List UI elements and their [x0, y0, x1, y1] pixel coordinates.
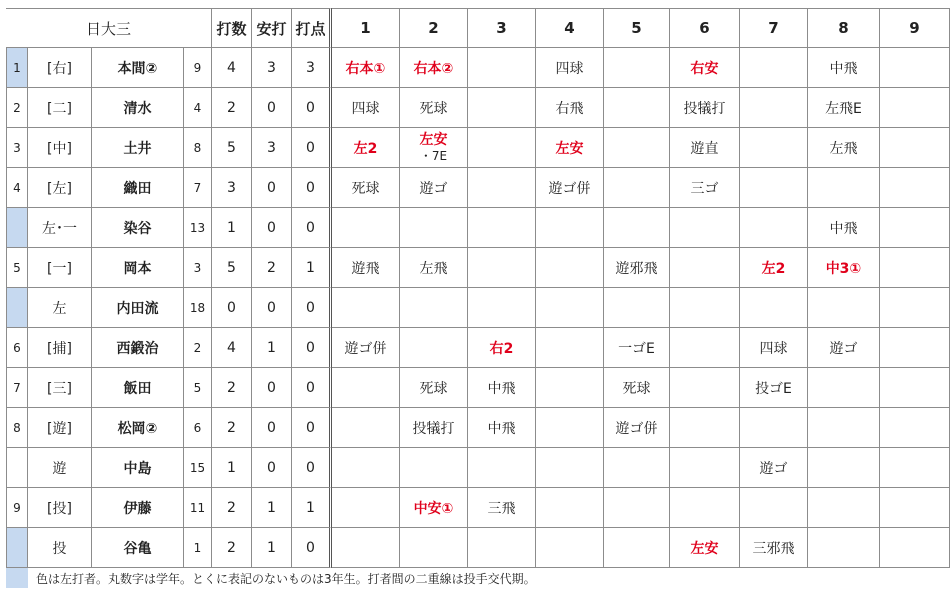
rbi: 0 — [292, 168, 332, 208]
at-bat-result-inning-3: 三飛 — [468, 488, 536, 528]
uniform-number: 7 — [184, 168, 212, 208]
at-bats: 1 — [212, 208, 252, 248]
at-bat-result-inning-8 — [808, 368, 880, 408]
player-name: 本間② — [92, 48, 184, 88]
at-bat-result-inning-5 — [604, 168, 670, 208]
uniform-number: 2 — [184, 328, 212, 368]
at-bat-result-inning-7 — [740, 208, 808, 248]
rbi: 0 — [292, 88, 332, 128]
at-bat-result-inning-9 — [880, 128, 950, 168]
at-bat-result-inning-2 — [400, 208, 468, 248]
hits: 2 — [252, 248, 292, 288]
at-bat-result-inning-6: 左安 — [670, 528, 740, 568]
result-subtext: ・7E — [419, 148, 448, 163]
player-name: 土井 — [92, 128, 184, 168]
at-bats: 2 — [212, 88, 252, 128]
at-bat-result-inning-1 — [332, 368, 400, 408]
at-bat-result-inning-6 — [670, 328, 740, 368]
batting-order — [6, 528, 28, 568]
at-bat-result-inning-9 — [880, 488, 950, 528]
at-bat-result-inning-9 — [880, 328, 950, 368]
hits: 0 — [252, 288, 292, 328]
player-name: 飯田 — [92, 368, 184, 408]
at-bats: 2 — [212, 368, 252, 408]
at-bat-result-inning-7: 遊ゴ — [740, 448, 808, 488]
position: [三] — [28, 368, 92, 408]
hits: 0 — [252, 408, 292, 448]
at-bat-result-inning-1: 死球 — [332, 168, 400, 208]
hits: 0 — [252, 168, 292, 208]
at-bat-result-inning-1 — [332, 528, 400, 568]
rbi: 0 — [292, 528, 332, 568]
at-bat-result-inning-2: 投犠打 — [400, 408, 468, 448]
rbi: 1 — [292, 248, 332, 288]
legend-swatch — [6, 568, 28, 588]
at-bat-result-inning-7 — [740, 88, 808, 128]
at-bat-result-inning-6: 三ゴ — [670, 168, 740, 208]
position: [二] — [28, 88, 92, 128]
at-bat-result-inning-2: 右本② — [400, 48, 468, 88]
at-bat-result-inning-5: 死球 — [604, 368, 670, 408]
player-name: 谷亀 — [92, 528, 184, 568]
at-bat-result-inning-1 — [332, 208, 400, 248]
at-bat-result-inning-7 — [740, 128, 808, 168]
at-bat-result-inning-4 — [536, 528, 604, 568]
at-bat-result-inning-4: 遊ゴ併 — [536, 168, 604, 208]
position: [捕] — [28, 328, 92, 368]
at-bat-result-inning-1: 右本① — [332, 48, 400, 88]
rbi: 0 — [292, 408, 332, 448]
at-bat-result-inning-3 — [468, 528, 536, 568]
at-bat-result-inning-5: 遊邪飛 — [604, 248, 670, 288]
hits: 1 — [252, 488, 292, 528]
inning-header-9: 9 — [880, 8, 950, 48]
at-bat-result-inning-9 — [880, 88, 950, 128]
at-bat-result-inning-2: 左飛 — [400, 248, 468, 288]
batting-order: 5 — [6, 248, 28, 288]
at-bat-result-inning-1: 遊飛 — [332, 248, 400, 288]
batting-order: 2 — [6, 88, 28, 128]
at-bat-result-inning-3: 中飛 — [468, 408, 536, 448]
at-bat-result-inning-8: 中飛 — [808, 48, 880, 88]
inning-header-5: 5 — [604, 8, 670, 48]
at-bat-result-inning-3: 右2 — [468, 328, 536, 368]
at-bat-result-inning-8: 中飛 — [808, 208, 880, 248]
batting-order: 3 — [6, 128, 28, 168]
at-bat-result-inning-5 — [604, 128, 670, 168]
at-bat-result-inning-3 — [468, 128, 536, 168]
scorecard-table — [6, 8, 950, 588]
at-bat-result-inning-2: 遊ゴ — [400, 168, 468, 208]
at-bat-result-inning-3 — [468, 208, 536, 248]
batting-order: 1 — [6, 48, 28, 88]
at-bat-result-inning-1 — [332, 288, 400, 328]
at-bat-result-inning-7 — [740, 48, 808, 88]
at-bat-result-inning-8 — [808, 288, 880, 328]
at-bat-result-inning-4: 左安 — [536, 128, 604, 168]
at-bat-result-inning-2: 中安① — [400, 488, 468, 528]
at-bat-result-inning-5 — [604, 528, 670, 568]
at-bat-result-inning-5 — [604, 488, 670, 528]
batting-order: 7 — [6, 368, 28, 408]
uniform-number: 8 — [184, 128, 212, 168]
position: 左 — [28, 288, 92, 328]
at-bat-result-inning-9 — [880, 208, 950, 248]
at-bat-result-inning-9 — [880, 368, 950, 408]
inning-header-2: 2 — [400, 8, 468, 48]
at-bat-result-inning-6 — [670, 288, 740, 328]
player-name: 清水 — [92, 88, 184, 128]
position: 遊 — [28, 448, 92, 488]
at-bats: 5 — [212, 248, 252, 288]
hits: 3 — [252, 128, 292, 168]
position: 左･一 — [28, 208, 92, 248]
position: [投] — [28, 488, 92, 528]
at-bat-result-inning-3 — [468, 88, 536, 128]
uniform-number: 1 — [184, 528, 212, 568]
at-bat-result-inning-4: 右飛 — [536, 88, 604, 128]
at-bats: 0 — [212, 288, 252, 328]
batting-order — [6, 208, 28, 248]
player-name: 松岡② — [92, 408, 184, 448]
at-bat-result-inning-2 — [400, 328, 468, 368]
rbi: 0 — [292, 208, 332, 248]
at-bat-result-inning-1 — [332, 448, 400, 488]
at-bats: 4 — [212, 328, 252, 368]
uniform-number: 13 — [184, 208, 212, 248]
at-bat-result-inning-4 — [536, 208, 604, 248]
at-bat-result-inning-8 — [808, 448, 880, 488]
at-bat-result-inning-1: 遊ゴ併 — [332, 328, 400, 368]
at-bat-result-inning-6 — [670, 208, 740, 248]
at-bat-result-inning-5 — [604, 48, 670, 88]
at-bats: 5 — [212, 128, 252, 168]
at-bat-result-inning-8 — [808, 408, 880, 448]
at-bat-result-inning-8: 左飛E — [808, 88, 880, 128]
inning-header-7: 7 — [740, 8, 808, 48]
inning-header-8: 8 — [808, 8, 880, 48]
at-bat-result-inning-7 — [740, 288, 808, 328]
at-bat-result-inning-3 — [468, 248, 536, 288]
position: [左] — [28, 168, 92, 208]
inning-header-3: 3 — [468, 8, 536, 48]
at-bat-result-inning-1: 四球 — [332, 88, 400, 128]
at-bat-result-inning-9 — [880, 528, 950, 568]
position: 投 — [28, 528, 92, 568]
at-bat-result-inning-9 — [880, 288, 950, 328]
inning-header-4: 4 — [536, 8, 604, 48]
player-name: 岡本 — [92, 248, 184, 288]
uniform-number: 18 — [184, 288, 212, 328]
at-bat-result-inning-1 — [332, 408, 400, 448]
at-bat-result-inning-3 — [468, 448, 536, 488]
at-bat-result-inning-5: 一ゴE — [604, 328, 670, 368]
at-bat-result-inning-7 — [740, 488, 808, 528]
batting-order: 8 — [6, 408, 28, 448]
at-bats: 1 — [212, 448, 252, 488]
at-bat-result-inning-6 — [670, 368, 740, 408]
player-name: 中島 — [92, 448, 184, 488]
inning-header-1: 1 — [332, 8, 400, 48]
hits: 1 — [252, 328, 292, 368]
at-bat-result-inning-8 — [808, 488, 880, 528]
at-bat-result-inning-7 — [740, 168, 808, 208]
at-bat-result-inning-3 — [468, 168, 536, 208]
rbi: 0 — [292, 448, 332, 488]
player-name: 織田 — [92, 168, 184, 208]
at-bat-result-inning-7 — [740, 408, 808, 448]
at-bat-result-inning-8: 遊ゴ — [808, 328, 880, 368]
batting-order: 6 — [6, 328, 28, 368]
at-bat-result-inning-9 — [880, 168, 950, 208]
hits: 0 — [252, 208, 292, 248]
at-bat-result-inning-4: 四球 — [536, 48, 604, 88]
position: [中] — [28, 128, 92, 168]
at-bat-result-inning-6 — [670, 408, 740, 448]
at-bat-result-inning-4 — [536, 448, 604, 488]
team-name-header: 日大三 — [6, 8, 212, 48]
at-bats: 2 — [212, 528, 252, 568]
at-bat-result-inning-7: 四球 — [740, 328, 808, 368]
at-bat-result-inning-3 — [468, 288, 536, 328]
uniform-number: 5 — [184, 368, 212, 408]
uniform-number: 3 — [184, 248, 212, 288]
at-bats: 3 — [212, 168, 252, 208]
batting-order — [6, 448, 28, 488]
player-name: 伊藤 — [92, 488, 184, 528]
at-bat-result-inning-2 — [400, 128, 468, 168]
at-bat-result-inning-4 — [536, 328, 604, 368]
rbi: 0 — [292, 368, 332, 408]
at-bats: 4 — [212, 48, 252, 88]
position: [右] — [28, 48, 92, 88]
hits: 3 — [252, 48, 292, 88]
at-bat-result-inning-8 — [808, 168, 880, 208]
at-bat-result-inning-2: 死球 — [400, 368, 468, 408]
batting-order: 4 — [6, 168, 28, 208]
player-name: 染谷 — [92, 208, 184, 248]
at-bat-result-inning-1: 左2 — [332, 128, 400, 168]
rbi: 0 — [292, 288, 332, 328]
rbi: 0 — [292, 128, 332, 168]
legend-note: 色は左打者。丸数字は学年。とくに表記のないものは3年生。打者間の二重線は投手交代期。 — [36, 571, 536, 586]
uniform-number: 6 — [184, 408, 212, 448]
at-bat-result-inning-7: 左2 — [740, 248, 808, 288]
at-bats: 2 — [212, 408, 252, 448]
at-bat-result-inning-1 — [332, 488, 400, 528]
hits: 0 — [252, 368, 292, 408]
at-bat-result-inning-2 — [400, 448, 468, 488]
at-bat-result-inning-8 — [808, 528, 880, 568]
uniform-number: 9 — [184, 48, 212, 88]
at-bat-result-inning-6: 投犠打 — [670, 88, 740, 128]
at-bat-result-inning-4 — [536, 248, 604, 288]
at-bats: 2 — [212, 488, 252, 528]
header-ab: 打数 — [212, 8, 252, 48]
at-bat-result-inning-5 — [604, 208, 670, 248]
at-bat-result-inning-6 — [670, 488, 740, 528]
at-bat-result-inning-6 — [670, 248, 740, 288]
uniform-number: 4 — [184, 88, 212, 128]
at-bat-result-inning-6: 遊直 — [670, 128, 740, 168]
at-bat-result-inning-5 — [604, 88, 670, 128]
at-bat-result-inning-3: 中飛 — [468, 368, 536, 408]
hits: 1 — [252, 528, 292, 568]
at-bat-result-inning-2 — [400, 528, 468, 568]
player-name: 内田流 — [92, 288, 184, 328]
at-bat-result-inning-8: 中3① — [808, 248, 880, 288]
uniform-number: 15 — [184, 448, 212, 488]
at-bat-result-inning-2: 死球 — [400, 88, 468, 128]
at-bat-result-inning-9 — [880, 408, 950, 448]
at-bat-result-inning-5 — [604, 448, 670, 488]
header-hits: 安打 — [252, 8, 292, 48]
hits: 0 — [252, 88, 292, 128]
at-bat-result-inning-3 — [468, 48, 536, 88]
batting-order — [6, 288, 28, 328]
batting-order: 9 — [6, 488, 28, 528]
at-bat-result-inning-4 — [536, 408, 604, 448]
at-bat-result-inning-8: 左飛 — [808, 128, 880, 168]
player-name: 西鍛治 — [92, 328, 184, 368]
header-rbi: 打点 — [292, 8, 332, 48]
at-bat-result-inning-6 — [670, 448, 740, 488]
at-bat-result-inning-4 — [536, 368, 604, 408]
at-bat-result-inning-9 — [880, 448, 950, 488]
at-bat-result-inning-5 — [604, 288, 670, 328]
position: [遊] — [28, 408, 92, 448]
uniform-number: 11 — [184, 488, 212, 528]
position: [一] — [28, 248, 92, 288]
at-bat-result-inning-7: 投ゴE — [740, 368, 808, 408]
at-bat-result-inning-9 — [880, 48, 950, 88]
at-bat-result-inning-4 — [536, 288, 604, 328]
hits: 0 — [252, 448, 292, 488]
rbi: 1 — [292, 488, 332, 528]
at-bat-result-inning-4 — [536, 488, 604, 528]
at-bat-result-inning-5: 遊ゴ併 — [604, 408, 670, 448]
at-bat-result-inning-6: 右安 — [670, 48, 740, 88]
at-bat-result-inning-2 — [400, 288, 468, 328]
rbi: 3 — [292, 48, 332, 88]
rbi: 0 — [292, 328, 332, 368]
at-bat-result-inning-9 — [880, 248, 950, 288]
result-text: 左安 — [419, 131, 448, 148]
at-bat-result-inning-7: 三邪飛 — [740, 528, 808, 568]
inning-header-6: 6 — [670, 8, 740, 48]
